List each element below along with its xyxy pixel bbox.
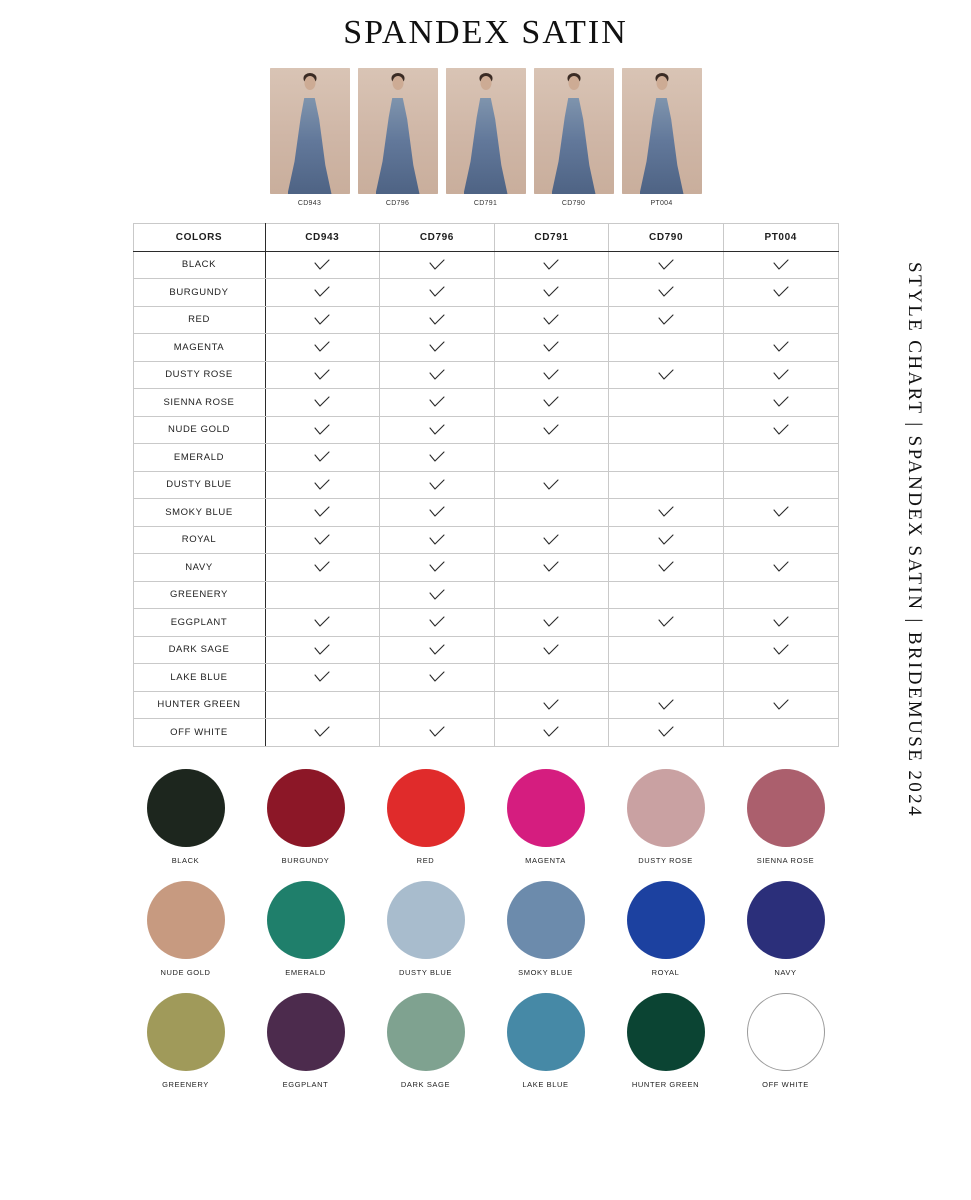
table-row: [133, 719, 838, 747]
check-icon: [267, 286, 379, 298]
table-row: [133, 609, 838, 637]
availability-cell-checked: [265, 306, 380, 334]
color-name-cell: ROYAL: [133, 526, 265, 554]
side-rail-text: STYLE CHART | SPANDEX SATIN | BRIDEMUSE 2024: [904, 262, 925, 818]
swatch-label: DARK SAGE: [400, 1079, 451, 1089]
check-icon: [725, 396, 837, 408]
availability-cell-checked: [380, 416, 495, 444]
availability-cell-empty: [609, 389, 724, 417]
color-swatch[interactable]: [486, 881, 606, 977]
swatch-dot: [387, 881, 465, 959]
table-row: [133, 554, 838, 582]
dress-code-label: CD943: [297, 200, 322, 207]
availability-cell-empty: [723, 719, 838, 747]
availability-cell-checked: [609, 251, 724, 279]
availability-cell-checked: [380, 581, 495, 609]
availability-cell-checked: [494, 334, 609, 362]
availability-cell-empty: [609, 334, 724, 362]
swatch-dot: [747, 769, 825, 847]
swatch-dot: [507, 769, 585, 847]
availability-cell-empty: [723, 526, 838, 554]
color-name-cell: DUSTY BLUE: [133, 471, 265, 499]
availability-cell-checked: [380, 636, 495, 664]
availability-cell-empty: [723, 444, 838, 472]
availability-cell-empty: [494, 581, 609, 609]
color-name-cell: EMERALD: [133, 444, 265, 472]
availability-cell-checked: [265, 526, 380, 554]
table-row: [133, 526, 838, 554]
dress-image: [534, 68, 614, 194]
swatch-label: EMERALD: [285, 967, 326, 977]
check-icon: [267, 259, 379, 271]
availability-cell-checked: [609, 719, 724, 747]
check-icon: [610, 726, 722, 738]
availability-cell-checked: [494, 251, 609, 279]
table-row: [133, 636, 838, 664]
availability-cell-checked: [380, 361, 495, 389]
check-icon: [610, 534, 722, 546]
color-swatch[interactable]: [606, 769, 726, 865]
check-icon: [381, 561, 493, 573]
swatch-label: OFF WHITE: [762, 1079, 809, 1089]
availability-cell-empty: [609, 636, 724, 664]
color-name-cell: HUNTER GREEN: [133, 691, 265, 719]
availability-cell-checked: [380, 526, 495, 554]
check-icon: [381, 286, 493, 298]
table-row: [133, 306, 838, 334]
check-icon: [496, 341, 608, 353]
color-name-cell: DARK SAGE: [133, 636, 265, 664]
color-swatch[interactable]: [126, 993, 246, 1089]
availability-cell-empty: [609, 444, 724, 472]
check-icon: [496, 286, 608, 298]
check-icon: [610, 699, 722, 711]
availability-cell-checked: [265, 499, 380, 527]
check-icon: [381, 424, 493, 436]
availability-cell-empty: [723, 664, 838, 692]
color-name-cell: LAKE BLUE: [133, 664, 265, 692]
availability-cell-checked: [494, 416, 609, 444]
availability-cell-empty: [265, 691, 380, 719]
check-icon: [267, 314, 379, 326]
check-icon: [725, 286, 837, 298]
availability-cell-checked: [380, 251, 495, 279]
table-row: [133, 389, 838, 417]
availability-cell-checked: [494, 609, 609, 637]
dress-image: [446, 68, 526, 194]
check-icon: [496, 699, 608, 711]
swatch-label: SMOKY BLUE: [518, 967, 573, 977]
swatch-dot: [267, 769, 345, 847]
dress-thumbnail[interactable]: [446, 68, 526, 207]
availability-cell-empty: [609, 581, 724, 609]
color-swatch[interactable]: [366, 769, 486, 865]
availability-cell-checked: [723, 251, 838, 279]
color-name-cell: NAVY: [133, 554, 265, 582]
check-icon: [381, 616, 493, 628]
dress-image: [358, 68, 438, 194]
availability-cell-checked: [380, 279, 495, 307]
check-icon: [381, 479, 493, 491]
availability-cell-checked: [723, 609, 838, 637]
check-icon: [725, 369, 837, 381]
color-name-cell: BLACK: [133, 251, 265, 279]
check-icon: [725, 506, 837, 518]
availability-cell-checked: [723, 554, 838, 582]
color-name-cell: OFF WHITE: [133, 719, 265, 747]
check-icon: [267, 424, 379, 436]
availability-cell-checked: [380, 664, 495, 692]
table-row: [133, 251, 838, 279]
availability-cell-empty: [494, 444, 609, 472]
check-icon: [725, 616, 837, 628]
availability-cell-empty: [265, 581, 380, 609]
dress-thumbnail[interactable]: [622, 68, 702, 207]
availability-cell-checked: [265, 251, 380, 279]
availability-cell-empty: [494, 499, 609, 527]
availability-cell-checked: [609, 499, 724, 527]
check-icon: [725, 699, 837, 711]
check-icon: [610, 616, 722, 628]
check-icon: [267, 369, 379, 381]
availability-cell-checked: [265, 279, 380, 307]
check-icon: [267, 396, 379, 408]
swatch-label: DUSTY BLUE: [399, 967, 452, 977]
dress-thumbnail[interactable]: [270, 68, 350, 207]
check-icon: [496, 369, 608, 381]
availability-cell-checked: [494, 691, 609, 719]
check-icon: [725, 341, 837, 353]
check-icon: [267, 451, 379, 463]
availability-cell-checked: [265, 444, 380, 472]
availability-cell-checked: [494, 719, 609, 747]
availability-cell-empty: [723, 306, 838, 334]
swatch-label: NAVY: [774, 967, 797, 977]
check-icon: [496, 396, 608, 408]
table-row: [133, 444, 838, 472]
dress-thumbnail[interactable]: [534, 68, 614, 207]
check-icon: [381, 314, 493, 326]
check-icon: [267, 561, 379, 573]
color-name-cell: DUSTY ROSE: [133, 361, 265, 389]
availability-cell-checked: [723, 334, 838, 362]
availability-cell-checked: [494, 471, 609, 499]
swatch-label: HUNTER GREEN: [631, 1079, 700, 1089]
column-header-style: CD790: [609, 224, 724, 252]
availability-cell-checked: [723, 361, 838, 389]
check-icon: [381, 259, 493, 271]
swatch-label: BLACK: [171, 855, 200, 865]
check-icon: [725, 259, 837, 271]
swatch-dot: [147, 769, 225, 847]
check-icon: [267, 671, 379, 683]
check-icon: [381, 589, 493, 601]
availability-cell-checked: [265, 554, 380, 582]
color-name-cell: BURGUNDY: [133, 279, 265, 307]
color-swatch[interactable]: [726, 769, 846, 865]
availability-cell-checked: [723, 636, 838, 664]
availability-cell-checked: [723, 279, 838, 307]
column-header-style: CD791: [494, 224, 609, 252]
color-swatch[interactable]: [246, 993, 366, 1089]
availability-cell-empty: [723, 581, 838, 609]
availability-cell-checked: [494, 526, 609, 554]
availability-cell-checked: [609, 609, 724, 637]
availability-cell-checked: [380, 554, 495, 582]
availability-cell-checked: [609, 554, 724, 582]
availability-cell-empty: [609, 416, 724, 444]
check-icon: [496, 314, 608, 326]
availability-cell-checked: [265, 719, 380, 747]
check-icon: [725, 644, 837, 656]
swatch-label: SIENNA ROSE: [756, 855, 815, 865]
check-icon: [381, 726, 493, 738]
availability-cell-checked: [265, 636, 380, 664]
style-chart: [133, 223, 839, 747]
column-header-colors: COLORS: [133, 224, 265, 252]
availability-cell-empty: [494, 664, 609, 692]
swatch-label: RED: [416, 855, 435, 865]
table-row: [133, 691, 838, 719]
check-icon: [496, 424, 608, 436]
check-icon: [381, 506, 493, 518]
availability-cell-checked: [609, 361, 724, 389]
color-swatch[interactable]: [126, 881, 246, 977]
check-icon: [610, 506, 722, 518]
swatch-label: DUSTY ROSE: [638, 855, 693, 865]
check-icon: [496, 644, 608, 656]
check-icon: [610, 259, 722, 271]
check-icon: [267, 506, 379, 518]
swatch-dot: [627, 993, 705, 1071]
swatch-dot: [147, 881, 225, 959]
availability-cell-checked: [609, 279, 724, 307]
availability-cell-checked: [723, 389, 838, 417]
color-name-cell: EGGPLANT: [133, 609, 265, 637]
availability-cell-checked: [609, 306, 724, 334]
table-row: [133, 361, 838, 389]
swatch-label: NUDE GOLD: [160, 967, 211, 977]
check-icon: [496, 616, 608, 628]
check-icon: [496, 479, 608, 491]
color-swatch[interactable]: [366, 993, 486, 1089]
availability-cell-checked: [380, 334, 495, 362]
availability-cell-empty: [380, 691, 495, 719]
swatch-dot: [747, 881, 825, 959]
check-icon: [267, 644, 379, 656]
color-swatch[interactable]: [726, 881, 846, 977]
availability-cell-empty: [609, 471, 724, 499]
dress-image: [622, 68, 702, 194]
swatch-dot: [267, 881, 345, 959]
availability-cell-checked: [380, 471, 495, 499]
check-icon: [267, 726, 379, 738]
check-icon: [381, 451, 493, 463]
availability-cell-checked: [265, 389, 380, 417]
dress-thumbnail[interactable]: [358, 68, 438, 207]
availability-cell-checked: [265, 334, 380, 362]
availability-cell-checked: [380, 306, 495, 334]
dress-thumbnail-row: [0, 68, 971, 207]
swatch-label: GREENERY: [162, 1079, 209, 1089]
column-header-style: PT004: [723, 224, 838, 252]
dress-code-label: CD790: [561, 200, 586, 207]
availability-cell-checked: [494, 636, 609, 664]
swatch-label: ROYAL: [651, 967, 680, 977]
availability-cell-checked: [609, 691, 724, 719]
availability-cell-checked: [265, 471, 380, 499]
check-icon: [725, 561, 837, 573]
availability-cell-checked: [494, 389, 609, 417]
swatch-label: EGGPLANT: [282, 1079, 329, 1089]
swatch-dot: [267, 993, 345, 1071]
color-swatch[interactable]: [606, 881, 726, 977]
check-icon: [610, 369, 722, 381]
swatch-dot: [507, 881, 585, 959]
check-icon: [496, 534, 608, 546]
availability-cell-checked: [265, 361, 380, 389]
availability-cell-checked: [265, 664, 380, 692]
check-icon: [610, 561, 722, 573]
check-icon: [496, 561, 608, 573]
check-icon: [381, 369, 493, 381]
availability-cell-checked: [609, 526, 724, 554]
check-icon: [381, 534, 493, 546]
table-row: [133, 334, 838, 362]
check-icon: [725, 424, 837, 436]
color-name-cell: NUDE GOLD: [133, 416, 265, 444]
swatch-dot: [147, 993, 225, 1071]
swatch-dot: [507, 993, 585, 1071]
table-row: [133, 279, 838, 307]
dress-code-label: PT004: [650, 200, 673, 207]
availability-cell-empty: [609, 664, 724, 692]
swatch-dot: [627, 769, 705, 847]
check-icon: [267, 534, 379, 546]
color-name-cell: SIENNA ROSE: [133, 389, 265, 417]
table-row: [133, 664, 838, 692]
swatch-label: LAKE BLUE: [522, 1079, 569, 1089]
column-header-style: CD796: [380, 224, 495, 252]
availability-cell-checked: [265, 416, 380, 444]
color-swatch[interactable]: [486, 993, 606, 1089]
check-icon: [381, 671, 493, 683]
color-name-cell: MAGENTA: [133, 334, 265, 362]
column-header-style: CD943: [265, 224, 380, 252]
swatch-dot: [627, 881, 705, 959]
color-swatch[interactable]: [366, 881, 486, 977]
check-icon: [496, 726, 608, 738]
availability-cell-checked: [494, 361, 609, 389]
availability-cell-checked: [380, 609, 495, 637]
availability-cell-checked: [723, 416, 838, 444]
swatch-dot: [747, 993, 825, 1071]
color-swatch[interactable]: [486, 769, 606, 865]
color-swatch-grid: [126, 769, 846, 1089]
availability-cell-checked: [494, 279, 609, 307]
availability-cell-empty: [723, 471, 838, 499]
check-icon: [267, 479, 379, 491]
color-swatch[interactable]: [246, 769, 366, 865]
table-row: [133, 471, 838, 499]
check-icon: [267, 616, 379, 628]
color-swatch[interactable]: [246, 881, 366, 977]
table-row: [133, 416, 838, 444]
dress-image: [270, 68, 350, 194]
swatch-dot: [387, 993, 465, 1071]
page-title: SPANDEX SATIN: [343, 14, 628, 51]
availability-cell-checked: [723, 499, 838, 527]
color-name-cell: SMOKY BLUE: [133, 499, 265, 527]
dress-code-label: CD791: [473, 200, 498, 207]
check-icon: [381, 396, 493, 408]
table-row: [133, 499, 838, 527]
availability-cell-checked: [265, 609, 380, 637]
availability-cell-checked: [723, 691, 838, 719]
table-header-row: [133, 224, 838, 252]
availability-cell-checked: [380, 719, 495, 747]
check-icon: [610, 314, 722, 326]
check-icon: [496, 259, 608, 271]
color-swatch[interactable]: [726, 993, 846, 1089]
check-icon: [381, 644, 493, 656]
dress-code-label: CD796: [385, 200, 410, 207]
availability-cell-checked: [494, 306, 609, 334]
check-icon: [610, 286, 722, 298]
availability-cell-checked: [380, 389, 495, 417]
swatch-dot: [387, 769, 465, 847]
availability-cell-checked: [494, 554, 609, 582]
color-swatch[interactable]: [126, 769, 246, 865]
availability-cell-checked: [380, 499, 495, 527]
color-name-cell: GREENERY: [133, 581, 265, 609]
check-icon: [267, 341, 379, 353]
availability-cell-checked: [380, 444, 495, 472]
color-swatch[interactable]: [606, 993, 726, 1089]
color-name-cell: RED: [133, 306, 265, 334]
swatch-label: BURGUNDY: [281, 855, 330, 865]
check-icon: [381, 341, 493, 353]
table-row: [133, 581, 838, 609]
swatch-label: MAGENTA: [525, 855, 566, 865]
